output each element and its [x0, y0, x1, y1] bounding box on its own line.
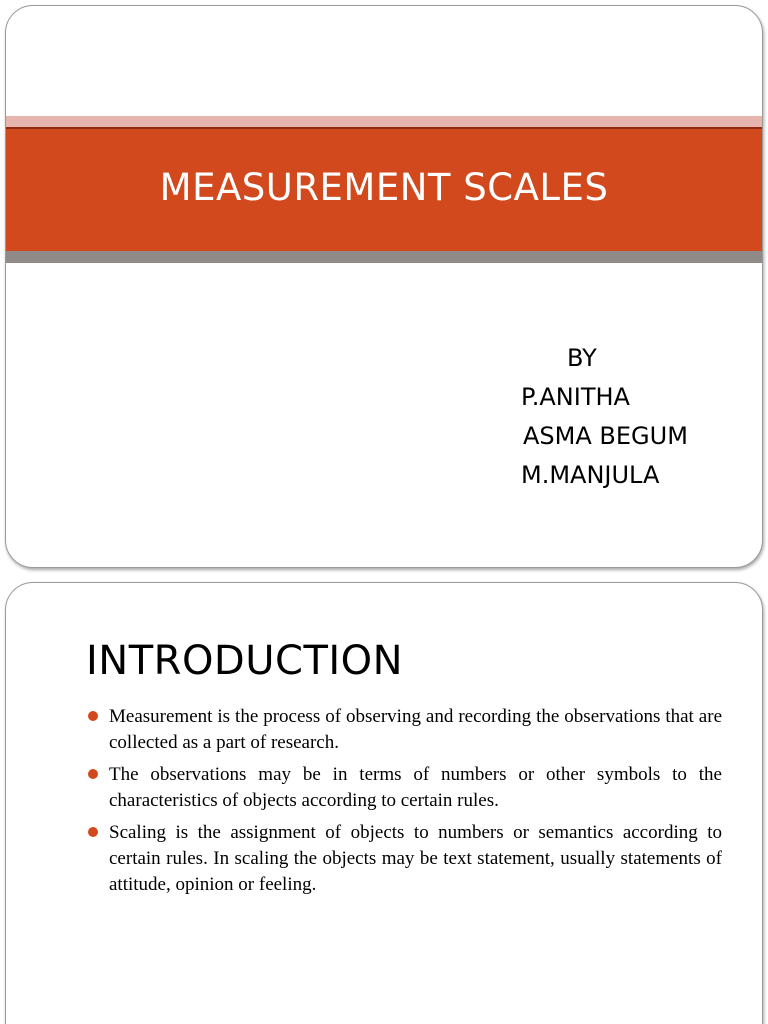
title-slide	[5, 5, 763, 568]
bullet-text: Measurement is the process of observing and recording the observations that are collected as a part of research.	[109, 706, 722, 753]
bullet-dot-icon	[88, 711, 98, 721]
title-band-bottom-stripe	[6, 251, 762, 263]
bullet-text: The observations may be in terms of numbers or other symbols to the characteristics of objects according to certain rules.	[109, 764, 722, 811]
author-name: ASMA BEGUM	[523, 422, 688, 450]
bullet-dot-icon	[88, 769, 98, 779]
bullet-dot-icon	[88, 827, 98, 837]
author-name: P.ANITHA	[521, 383, 630, 411]
bullet-item	[86, 704, 722, 756]
title-band-top-stripe	[6, 116, 762, 127]
author-name: M.MANJULA	[521, 461, 660, 489]
bullet-text: Scaling is the assignment of objects to numbers or semantics according to certain rules. In scaling the objects may be text statement, usually statements of attitude, opinion or feeling.	[109, 822, 722, 895]
slide-heading: INTRODUCTION	[86, 638, 404, 684]
introduction-slide	[5, 582, 763, 1024]
bullet-item	[86, 762, 722, 814]
bullet-item	[86, 820, 722, 898]
by-label: BY	[567, 344, 597, 372]
authors-block	[521, 339, 688, 495]
bullet-list	[86, 704, 722, 904]
slide-title: MEASUREMENT SCALES	[159, 166, 609, 209]
